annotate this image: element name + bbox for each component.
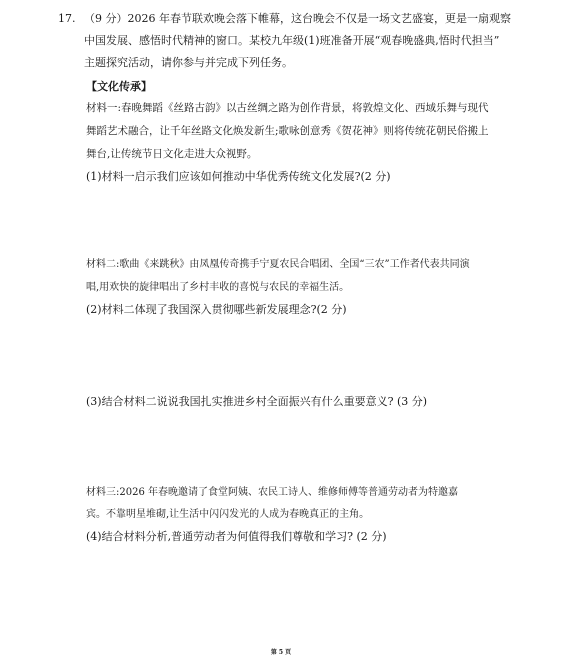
material3-line-2: 宾。不靠明星堆砌,让生活中闪闪发光的人成为春晚真正的主角。 (86, 509, 370, 520)
sub-question-2: (2)材料二体现了我国深入贯彻哪些新发展理念?(2 分) (86, 303, 347, 316)
question-intro-line-1: （9 分）2026 年春节联欢晚会落下帷幕，这台晚会不仅是一场文艺盛宴，更是一扇观察 (84, 12, 511, 25)
material1-line-3: 舞台,让传统节日文化走进大众视野。 (86, 148, 258, 160)
question-intro-line-2: 中国发展、感悟时代精神的窗口。某校九年级(1)班准备开展“观春晚盛典,悟时代担当” (84, 34, 500, 47)
material3-line-1: 材料三:2026 年春晚邀请了食堂阿姨、农民工诗人、维修师傅等普通劳动者为特邀嘉 (86, 487, 458, 498)
question-number: 17. (58, 12, 76, 25)
page-number: 第 5 页 (270, 649, 292, 656)
material1-line-1: 材料一:春晚舞蹈《丝路古韵》以古丝绸之路为创作背景，将敦煌文化、西域乐舞与现代 (86, 102, 489, 114)
question-intro-line-3: 主题探究活动，请你参与并完成下列任务。 (84, 56, 293, 69)
material2-line-1: 材料二:歌曲《来跳秋》由凤凰传奇携手宁夏农民合唱团、全国“三农”工作者代表共同演 (86, 259, 470, 270)
section-title: 【文化传承】 (86, 80, 152, 93)
sub-question-4: (4)结合材料分析,普通劳动者为何值得我们尊敬和学习? (2 分) (86, 530, 387, 543)
material2-line-2: 唱,用欢快的旋律唱出了乡村丰收的喜悦与农民的幸福生活。 (86, 282, 350, 293)
sub-question-1: (1)材料一启示我们应该如何推动中华优秀传统文化发展?(2 分) (86, 170, 391, 183)
sub-question-3: (3)结合材料二说说我国扎实推进乡村全面振兴有什么重要意义? (3 分) (86, 395, 428, 408)
material1-line-2: 舞蹈艺术融合，让千年丝路文化焕发新生;歌咏创意秀《贺花神》则将传统花朝民俗搬上 (86, 125, 489, 137)
